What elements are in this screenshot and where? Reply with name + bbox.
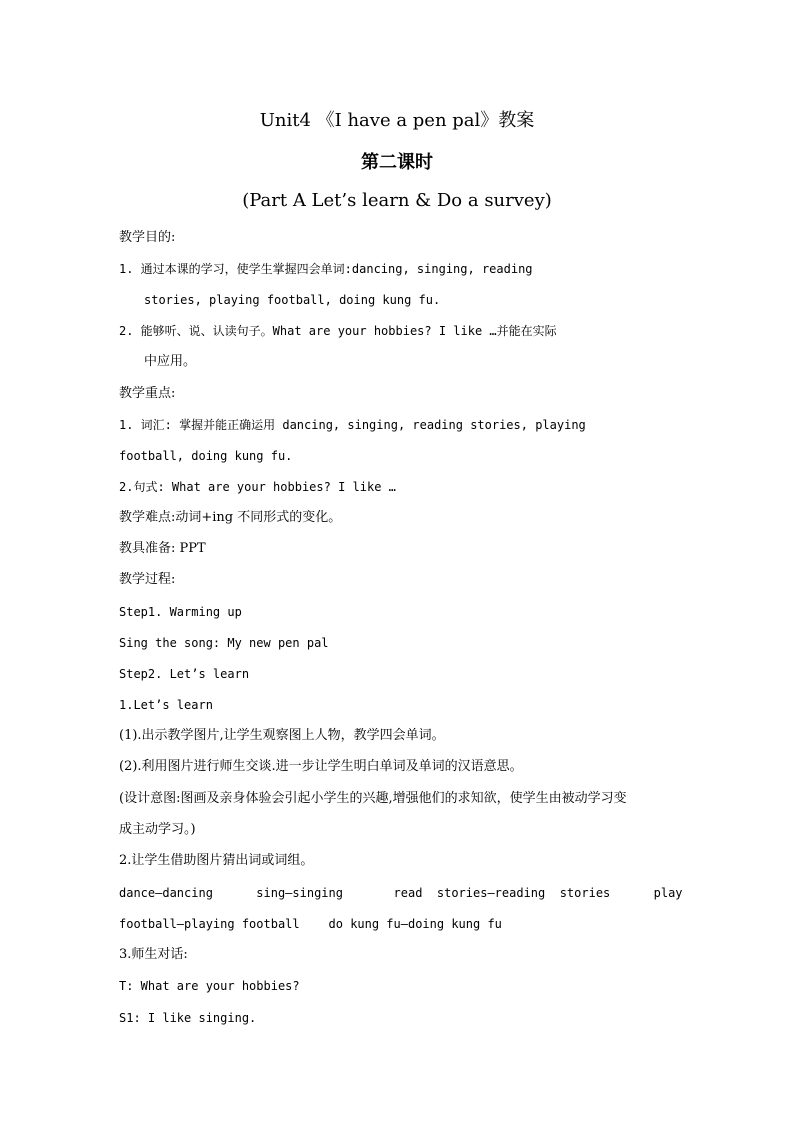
section-objectives: 教学目的: — [119, 230, 176, 245]
dialogue-student: S1: I like singing. — [119, 1011, 257, 1025]
objective-2-cont: 中应用。 — [144, 354, 197, 369]
design-intent: (设计意图:图画及亲身体验会引起小学生的兴趣,增强他们的求知欲，使学生由被动学习变 — [119, 791, 627, 806]
step-1: Step1. Warming up — [119, 605, 242, 619]
key-point-1: 1. 词汇: 掌握并能正确运用 dancing, singing, reading stories, playing — [119, 418, 586, 432]
lesson-number: 第二课时 — [361, 152, 433, 173]
objective-1: 1. 通过本课的学习，使学生掌握四会单词:dancing, singing, reading — [119, 262, 533, 276]
step-2-item-1: 1.Let’s learn — [119, 698, 213, 712]
step-2-item-3: 3.师生对话: — [119, 947, 188, 962]
step-1-song: Sing the song: My new pen pal — [119, 636, 329, 650]
step-2: Step2. Let’s learn — [119, 667, 250, 681]
section-materials: 教具准备: PPT — [119, 541, 206, 556]
key-point-2: 2.句式: What are your hobbies? I like … — [119, 480, 396, 494]
objective-1-cont: stories, playing football, doing kung fu. — [144, 293, 441, 307]
key-point-1-cont: football, doing kung fu. — [119, 449, 293, 463]
section-process: 教学过程: — [119, 572, 176, 587]
step-2-sub-2: (2).利用图片进行师生交谈.进一步让学生明白单词及单词的汉语意思。 — [119, 759, 523, 774]
word-pairs-1: dance—dancing sing—singing read stories—reading stories play — [119, 886, 683, 900]
lesson-part: (Part A Let’s learn & Do a survey) — [242, 190, 552, 211]
design-intent-cont: 成主动学习。) — [119, 822, 196, 837]
word-pairs-2: football—playing football do kung fu—doing kung fu — [119, 917, 502, 931]
objective-2: 2. 能够听、说、认读句子。What are your hobbies? I like …并能在实际 — [119, 324, 557, 338]
section-difficulty: 教学难点:动词+ing 不同形式的变化。 — [119, 510, 342, 525]
step-2-sub-1: (1).出示教学图片,让学生观察图上人物，教学四会单词。 — [119, 728, 445, 743]
section-key-points: 教学重点: — [119, 386, 176, 401]
step-2-item-2: 2.让学生借助图片猜出词或词组。 — [119, 853, 314, 868]
document-title: Unit4 《I have a pen pal》教案 — [259, 110, 535, 131]
dialogue-teacher: T: What are your hobbies? — [119, 979, 300, 993]
